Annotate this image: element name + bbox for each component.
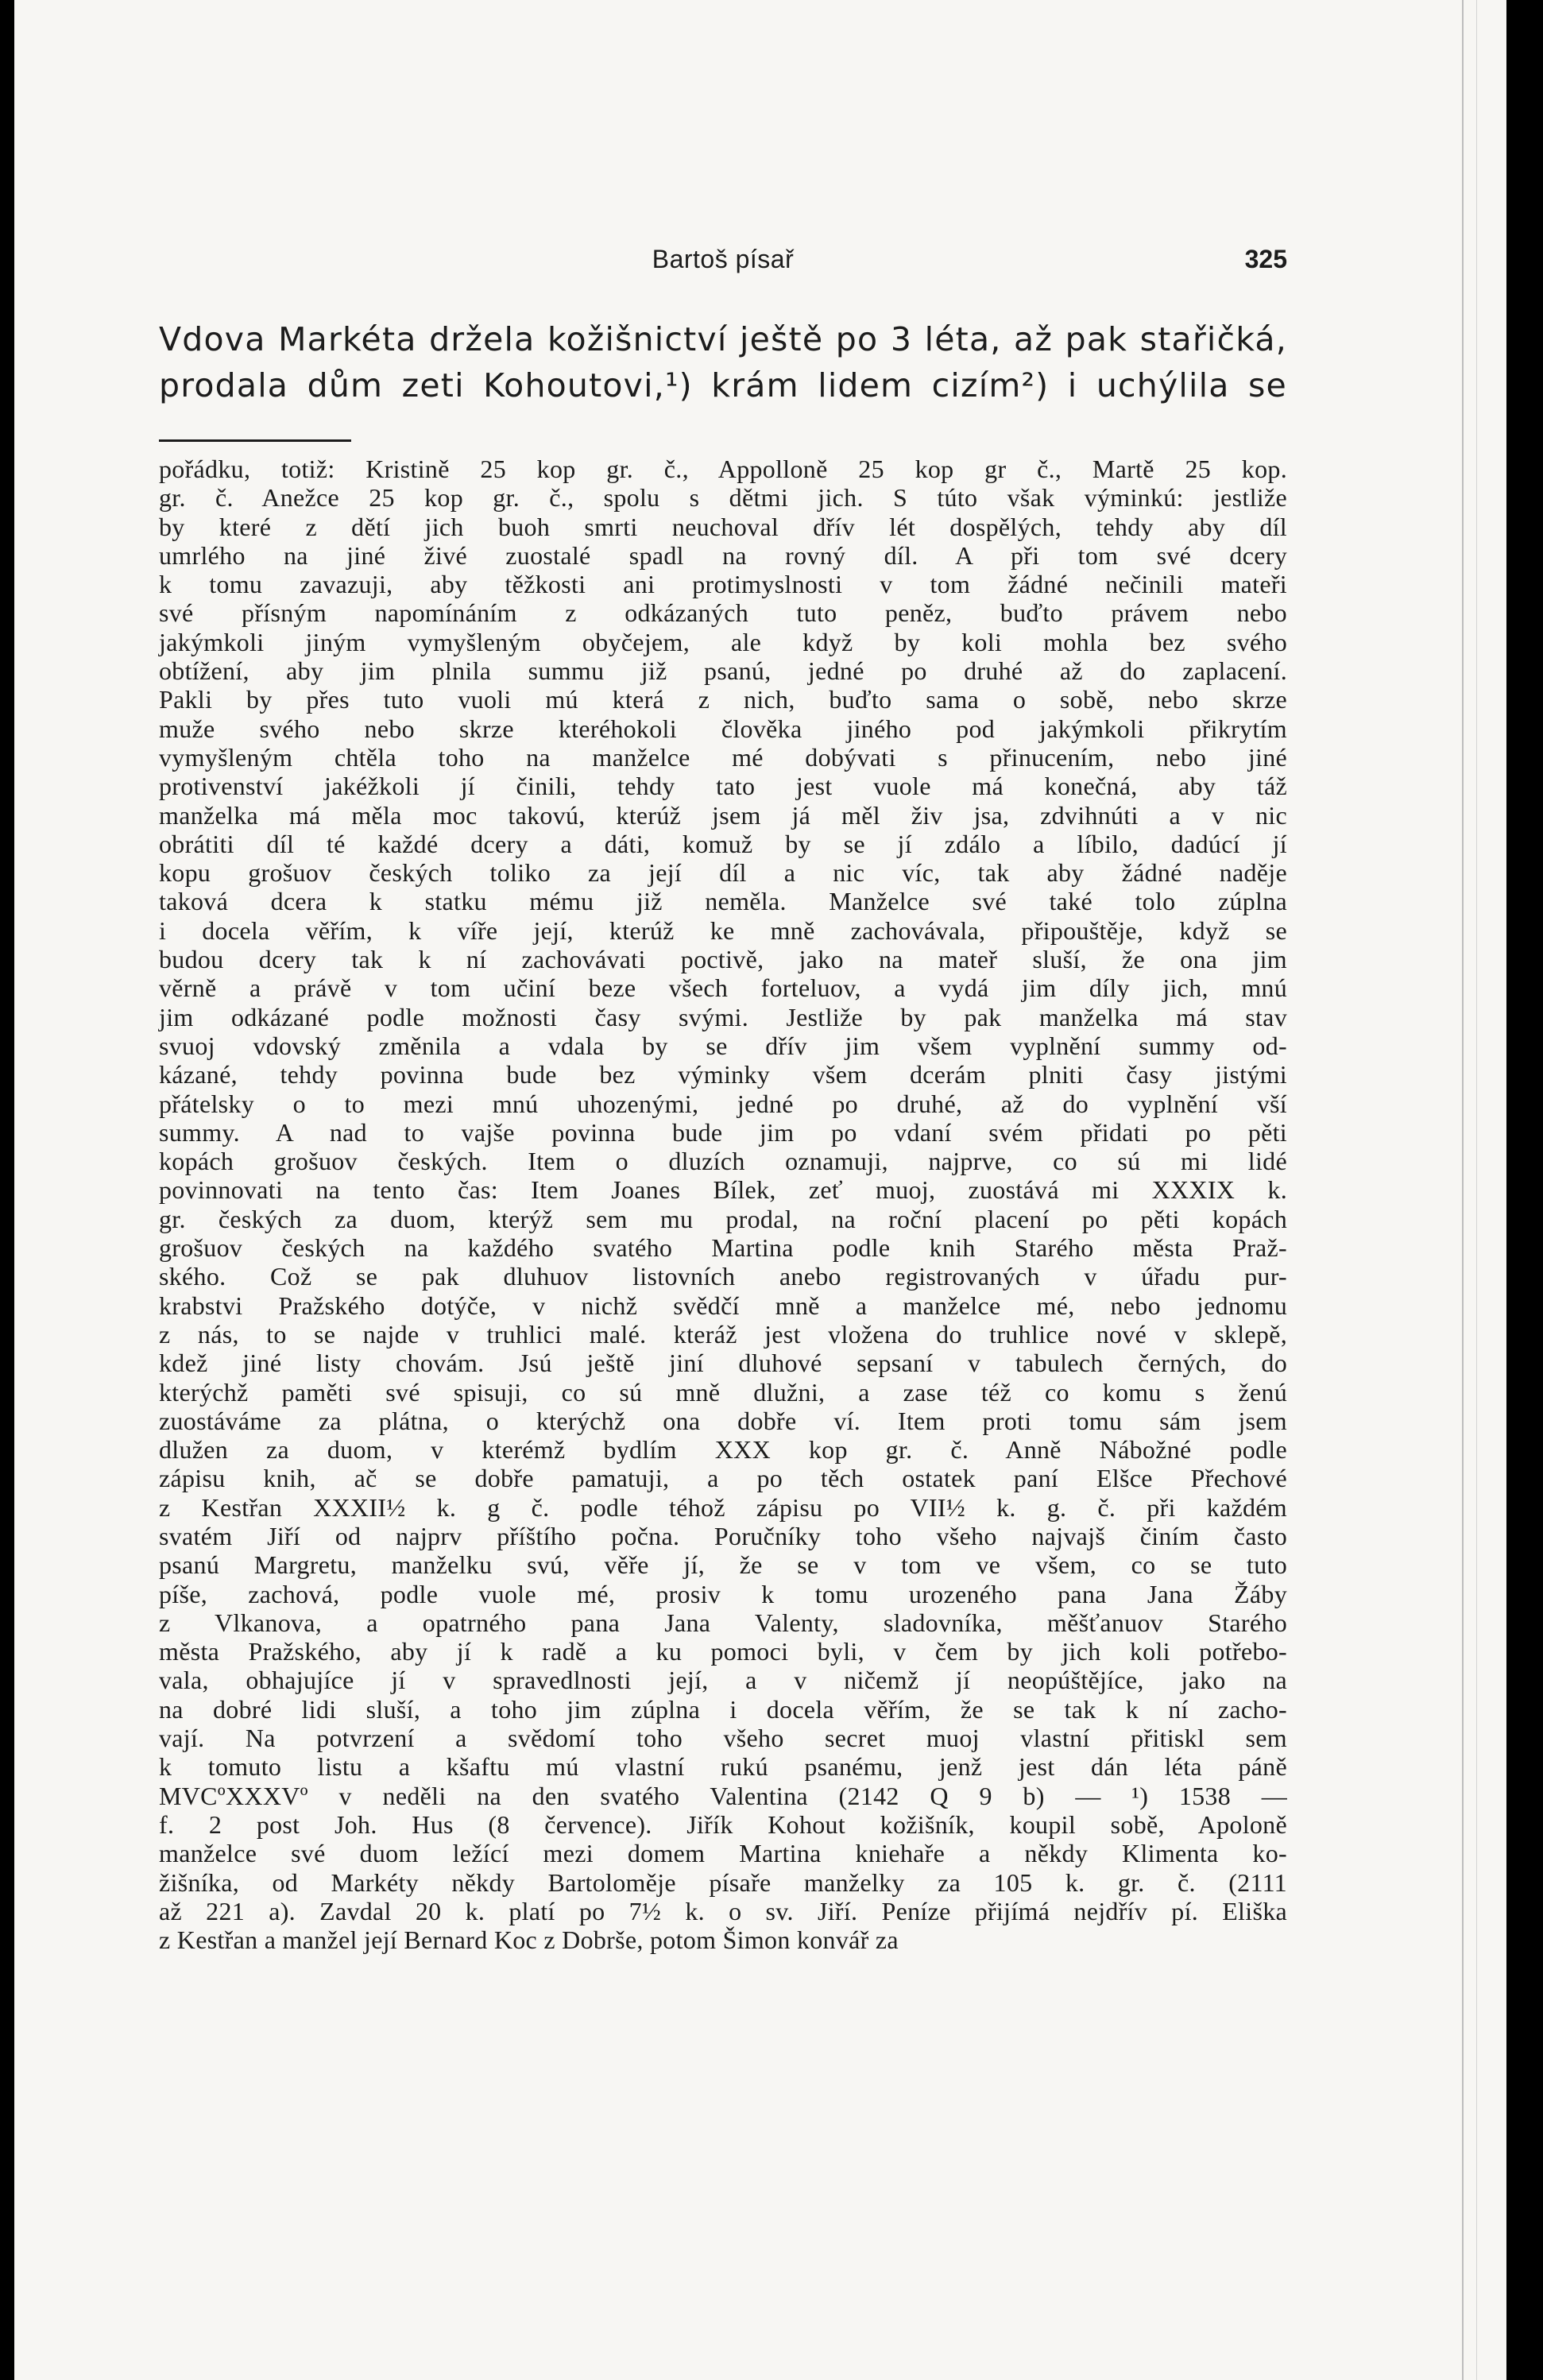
footnote-line: Pakli by přes tuto vuoli mú která z nich, buďto sama o sobě, nebo skrze [159,685,1287,714]
footnote-line: vymyšleným chtěla toho na manželce mé dobývati s přinucením, nebo jiné [159,742,1287,772]
footnote-line: k tomuto listu a kšaftu mú vlastní rukú psanému, jenž jest dán léta páně [159,1752,1287,1782]
footnote-line: manželce své duom ležící mezi domem Martina kniehaře a někdy Klimenta ko- [159,1839,1287,1868]
footnote-line: jim odkázané podle možnosti časy svými. Jestliže by pak manželka má stav [159,1002,1287,1031]
footnote-line: obtížení, aby jim plnila summu již psanú, jedné po druhé až do zaplacení. [159,656,1287,686]
footnote-line: k tomu zavazuji, aby těžkosti ani protimyslnosti v tom žádné nečinili mateři [159,570,1287,599]
footnote-line: kterýchž paměti své spisuji, co sú mně dlužni, a zase též co komu s ženú [159,1377,1287,1407]
footnote-line: přátelsky o to mezi mnú uhozenými, jedné po druhé, až do vyplnění vší [159,1089,1287,1118]
footnote-line: manželka má měla moc takovú, kterúž jsem já měl živ jsa, zdvihnúti a v nic [159,800,1287,830]
footnote-line: psanú Margretu, manželku svú, věře jí, že se v tom ve všem, co se tuto [159,1550,1287,1580]
footnote-line: i docela věřím, k víře její, kterúž ke mně zachovávala, připouštěje, když se [159,915,1287,945]
footnote-line: obrátiti díl té každé dcery a dáti, komuž by se jí zdálo a líbilo, dadúcí jí [159,829,1287,858]
footnote-line: taková dcera k statku mému již neměla. Manželce své také tolo zúplna [159,887,1287,916]
footnote-line: pořádku, totiž: Kristině 25 kop gr. č., Appolloně 25 kop gr č., Martě 25 kop. [159,455,1287,483]
footnote-line: píše, zachová, podle vuole mé, prosiv k tomu urozeného pana Jana Žáby [159,1579,1287,1608]
footnote-line: by které z dětí jich buoh smrti neuchoval dřív lét dospělých, tehdy aby díl [159,512,1287,541]
footnote-line: až 221 a). Zavdal 20 k. platí po 7½ k. o sv. Jiří. Peníze přijímá nejdřív pí. Eliška [159,1896,1287,1925]
footnote-line: jakýmkoli jiným vymyšleným obyčejem, ale když by koli mohla bez svého [159,627,1287,656]
footnote-line: MVCºXXXVº v neděli na den svatého Valentina (2142 Q 9 b) — ¹) 1538 — [159,1781,1287,1810]
footnote-separator [159,439,351,442]
main-text-paragraph: Vdova Markéta držela kožišnictví ještě po 3 léta, až pak stařičká, prodala dům zeti Kohoutovi,¹) krám lidem cizím²) i uchýlila se [159,320,1287,404]
footnote-line: umrlého na jiné živé zuostalé spadl na rovný díl. A při tom své dcery [159,540,1287,570]
footnote-line: žišníka, od Markéty někdy Bartoloměje písaře manželky za 105 k. gr. č. (2111 [159,1867,1287,1897]
footnote-line: na dobré lidi sluší, a toho jim zúplna i docela věřím, že se tak k ní zacho- [159,1694,1287,1724]
page-edge-line-inner [1476,0,1477,2380]
footnote-line: vala, obhajujíce jí v spravedlnosti její, a v ničemž jí neopúštějíce, jako na [159,1666,1287,1695]
footnote-line: z nás, to se najde v truhlici malé. kteráž jest vložena do truhlice nové v sklepě, [159,1319,1287,1349]
footnote-line: z Kestřan a manžel její Bernard Koc z Dobrše, potom Šimon konvář za [159,1925,899,1955]
footnote-line: grošuov českých na každého svatého Martina podle knih Starého města Praž- [159,1233,1287,1263]
footnote-line: vají. Na potvrzení a svědomí toho všeho secret muoj vlastní přitiskl sem [159,1724,1287,1753]
footnote-line: dlužen za duom, v kterémž bydlím XXX kop gr. č. Anně Nábožné podle [159,1435,1287,1465]
footnote-line: kopu grošuov českých toliko za její díl a nic víc, tak aby žádné naděje [159,858,1287,888]
footnote-line: gr. českých za duom, kterýž sem mu prodal, na roční placení po pěti kopách [159,1204,1287,1233]
footnote-line: kopách grošuov českých. Item o dluzích oznamuji, najprve, co sú mi lidé [159,1147,1287,1176]
footnote-line: z Vlkanova, a opatrného pana Jana Valenty, sladovníka, měšťanuov Starého [159,1608,1287,1637]
footnote-line: muže svého nebo skrze kteréhokoli člověka jiného pod jakýmkoli přikrytím [159,714,1287,743]
footnote-block [159,455,1287,1954]
footnote-line: gr. č. Anežce 25 kop gr. č., spolu s dětmi jich. S túto však výminkú: jestliže [159,483,1287,513]
footnote-line: zuostáváme za plátna, o kterýchž ona dobře ví. Item proti tomu sám jsem [159,1406,1287,1435]
footnote-line: z Kestřan XXXII½ k. g č. podle téhož zápisu po VII½ k. g. č. při každém [159,1492,1287,1522]
page-number: 325 [1244,245,1287,273]
footnote-line: ského. Což se pak dluhuov listovních anebo registrovaných v úřadu pur- [159,1262,1287,1291]
footnote-line: svuoj vdovský změnila a vdala by se dřív jim všem vyplnění summy od- [159,1031,1287,1060]
page-edge-line [1462,0,1464,2380]
footnote-line: protivenství jakéžkoli jí činili, tehdy tato jest vuole má konečná, aby táž [159,772,1287,801]
footnote-line: zápisu knih, ač se dobře pamatuji, a po těch ostatek paní Elšce Přechové [159,1464,1287,1493]
footnote-line: povinnovati na tento čas: Item Joanes Bílek, zeť muoj, zuostává mi XXXIX k. [159,1175,1287,1205]
footnote-line: svatém Jiří od najprv příštího počna. Poručníky toho všeho najvajš činím často [159,1521,1287,1550]
footnote-line: summy. A nad to vajše povinna bude jim po vdaní svém přidati po pěti [159,1117,1287,1147]
page-header [159,245,1287,280]
footnote-line: své přísným napomínáním z odkázaných tuto peněz, buďto právem nebo [159,598,1287,628]
footnote-line: kdež jiné listy chovám. Jsú ještě jiní dluhové sepsaní v tabulech černých, do [159,1349,1287,1378]
footnote-line: věrně a právě v tom učiní beze všech forteluov, a vydá jim díly jich, mnú [159,973,1287,1003]
footnote-line: města Pražského, aby jí k radě a ku pomoci byli, v čem by jich koli potřebo- [159,1637,1287,1666]
footnote-line: f. 2 post Joh. Hus (8 července). Jiřík Kohout kožišník, koupil sobě, Apoloně [159,1809,1287,1839]
footnote-line: budou dcery tak k ní zachovávati poctivě, jako na mateř sluší, že ona jim [159,945,1287,974]
footnote-line: krabstvi Pražského dotýče, v nichž svědčí mně a manželce mé, nebo jednomu [159,1291,1287,1320]
footnote-line: kázané, tehdy povinna bude bez výminky všem dcerám plniti časy jistými [159,1060,1287,1089]
running-head: Bartoš písař [652,245,795,273]
